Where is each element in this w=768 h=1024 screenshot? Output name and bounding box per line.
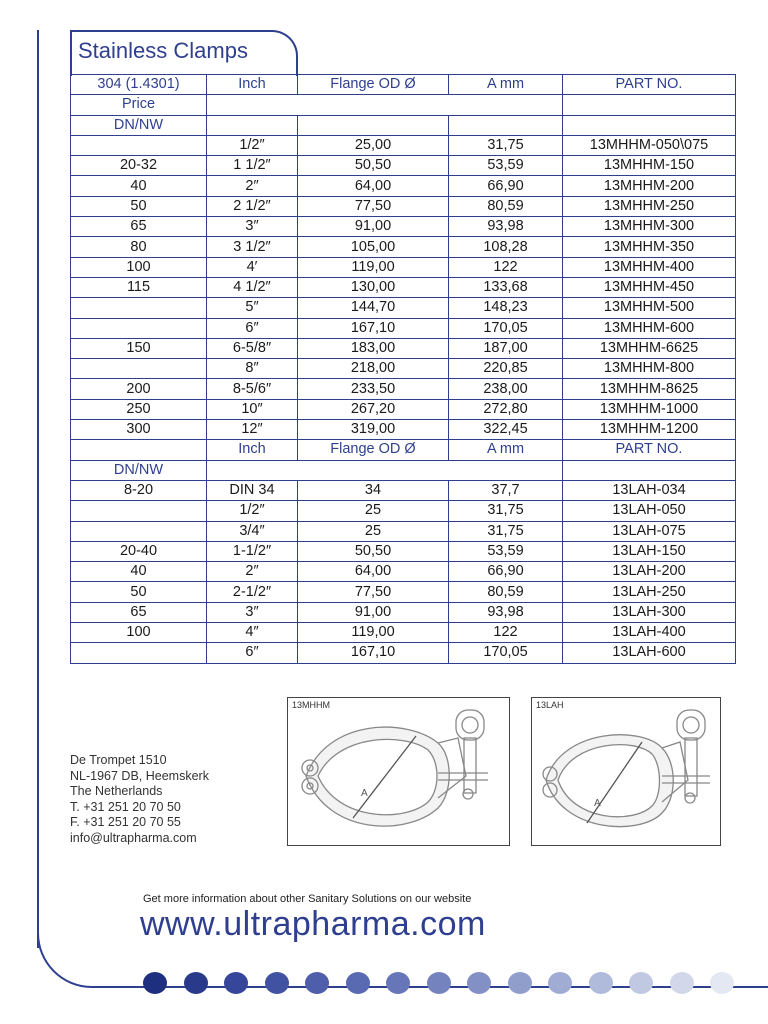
inch-cell: 3″ xyxy=(207,602,298,622)
dn-nw-cell: 100 xyxy=(71,623,207,643)
a-mm-cell: 31,75 xyxy=(449,521,563,541)
part-no-cell: 13MHHM-400 xyxy=(563,257,736,277)
price-row xyxy=(71,95,736,115)
a-mm-cell: 170,05 xyxy=(449,318,563,338)
second-header-row xyxy=(71,440,736,460)
table-row xyxy=(71,156,736,176)
clamps-table xyxy=(70,74,736,664)
inch-cell: 3 1/2″ xyxy=(207,237,298,257)
price-label: Price xyxy=(71,95,207,115)
inch-header: Inch xyxy=(207,440,298,460)
a-mm-cell: 187,00 xyxy=(449,338,563,358)
inch-cell: 6″ xyxy=(207,643,298,663)
address-line: De Trompet 1510 xyxy=(70,753,167,767)
part-no-cell: 13LAH-200 xyxy=(563,562,736,582)
flange-od-cell: 25,00 xyxy=(298,135,449,155)
part-no-cell: 13MHHM-1000 xyxy=(563,399,736,419)
dn-nw-cell: 50 xyxy=(71,582,207,602)
part-no-cell: 13LAH-034 xyxy=(563,480,736,500)
flange-od-cell: 144,70 xyxy=(298,298,449,318)
a-mm-cell: 238,00 xyxy=(449,379,563,399)
part-no-cell: 13MHHM-1200 xyxy=(563,420,736,440)
dot-icon xyxy=(346,972,370,994)
dn-nw-cell: 115 xyxy=(71,277,207,297)
dn-nw-row xyxy=(71,115,736,135)
inch-cell: 4′ xyxy=(207,257,298,277)
a-mm-cell: 53,59 xyxy=(449,541,563,561)
table-row xyxy=(71,399,736,419)
inch-cell: 2″ xyxy=(207,176,298,196)
email-line: info@ultrapharma.com xyxy=(70,830,197,845)
a-mm-header: A mm xyxy=(449,440,563,460)
dn-nw-cell: 20-40 xyxy=(71,541,207,561)
table-row xyxy=(71,217,736,237)
part-no-cell: 13LAH-075 xyxy=(563,521,736,541)
flange-od-cell: 34 xyxy=(298,480,449,500)
a-mm-cell: 272,80 xyxy=(449,399,563,419)
flange-od-cell: 319,00 xyxy=(298,420,449,440)
dn-nw-empty xyxy=(207,460,563,480)
a-mm-cell: 93,98 xyxy=(449,217,563,237)
table-row xyxy=(71,602,736,622)
dot-icon xyxy=(305,972,329,994)
figure-13lah xyxy=(531,697,721,846)
page-title: Stainless Clamps xyxy=(78,38,248,63)
flange-od-cell: 167,10 xyxy=(298,318,449,338)
a-mm-cell: 80,59 xyxy=(449,196,563,216)
table-row xyxy=(71,338,736,358)
figure-13mhhm xyxy=(287,697,510,846)
flange-od-cell: 77,50 xyxy=(298,196,449,216)
dn-nw-cell xyxy=(71,359,207,379)
flange-od-cell: 105,00 xyxy=(298,237,449,257)
dot-icon xyxy=(184,972,208,994)
part-no-cell: 13LAH-250 xyxy=(563,582,736,602)
frame-corner-curve xyxy=(37,918,97,988)
dn-nw-cell: 65 xyxy=(71,602,207,622)
table-row xyxy=(71,420,736,440)
table-row xyxy=(71,277,736,297)
flange-od-cell: 25 xyxy=(298,501,449,521)
inch-cell: 5″ xyxy=(207,298,298,318)
inch-cell: 1/2″ xyxy=(207,501,298,521)
dn-nw-cell: 50 xyxy=(71,196,207,216)
dn-nw-label: DN/NW xyxy=(71,115,207,135)
price-empty xyxy=(207,95,563,115)
inch-cell: 1 1/2″ xyxy=(207,156,298,176)
part-no-cell: 13LAH-300 xyxy=(563,602,736,622)
clamp-drawing-icon xyxy=(288,698,511,847)
a-mm-cell: 133,68 xyxy=(449,277,563,297)
table-row xyxy=(71,237,736,257)
dn-nw-cell xyxy=(71,521,207,541)
flange-od-cell: 50,50 xyxy=(298,541,449,561)
flange-od-cell: 91,00 xyxy=(298,602,449,622)
a-mm-cell: 66,90 xyxy=(449,176,563,196)
dot-icon xyxy=(589,972,613,994)
dn-nw-cell: 80 xyxy=(71,237,207,257)
flange-od-cell: 64,00 xyxy=(298,562,449,582)
part-no-cell: 13MHHM-250 xyxy=(563,196,736,216)
a-mm-cell: 322,45 xyxy=(449,420,563,440)
inch-cell: 4″ xyxy=(207,623,298,643)
flange-od-cell: 77,50 xyxy=(298,582,449,602)
address-block xyxy=(70,753,209,846)
flange-od-cell: 50,50 xyxy=(298,156,449,176)
price-empty-part xyxy=(563,95,736,115)
inch-cell: 2 1/2″ xyxy=(207,196,298,216)
flange-od-cell: 119,00 xyxy=(298,623,449,643)
dimension-letter: A xyxy=(361,788,368,799)
inch-cell: 4 1/2″ xyxy=(207,277,298,297)
dn-nw-cell xyxy=(71,318,207,338)
dn-nw-label: DN/NW xyxy=(71,460,207,480)
dn-nw-cell xyxy=(71,501,207,521)
dn-nw-empty xyxy=(563,460,736,480)
frame-left-line xyxy=(37,30,39,948)
table-row xyxy=(71,643,736,663)
part-no-cell: 13LAH-400 xyxy=(563,623,736,643)
table-row xyxy=(71,582,736,602)
a-mm-cell: 122 xyxy=(449,257,563,277)
inch-cell: 6″ xyxy=(207,318,298,338)
flange-od-cell: 130,00 xyxy=(298,277,449,297)
dn-nw-cell: 40 xyxy=(71,176,207,196)
address-line: The Netherlands xyxy=(70,784,163,798)
dot-icon xyxy=(710,972,734,994)
dot-icon xyxy=(467,972,491,994)
figure-label: 13LAH xyxy=(536,700,564,710)
flange-od-cell: 267,20 xyxy=(298,399,449,419)
inch-cell: 12″ xyxy=(207,420,298,440)
clamp-drawing-icon xyxy=(532,698,722,847)
dot-icon xyxy=(548,972,572,994)
dn-nw-empty xyxy=(563,115,736,135)
inch-header: Inch xyxy=(207,75,298,95)
a-mm-cell: 80,59 xyxy=(449,582,563,602)
table-row xyxy=(71,318,736,338)
fax-line: F. +31 251 20 70 55 xyxy=(70,815,181,829)
address-line: NL-1967 DB, Heemskerk xyxy=(70,768,209,783)
flange-od-cell: 233,50 xyxy=(298,379,449,399)
material-header: 304 (1.4301) xyxy=(71,75,207,95)
website-link[interactable]: www.ultrapharma.com xyxy=(140,905,486,943)
dn-nw-cell: 250 xyxy=(71,399,207,419)
table-row xyxy=(71,196,736,216)
part-no-cell: 13MHHM-8625 xyxy=(563,379,736,399)
a-mm-header: A mm xyxy=(449,75,563,95)
part-no-cell: 13MHHM-150 xyxy=(563,156,736,176)
table-row xyxy=(71,541,736,561)
dot-icon xyxy=(508,972,532,994)
flange-od-header: Flange OD Ø xyxy=(298,440,449,460)
dn-nw-row xyxy=(71,460,736,480)
part-no-cell: 13MHHM-450 xyxy=(563,277,736,297)
a-mm-cell: 122 xyxy=(449,623,563,643)
table-row xyxy=(71,176,736,196)
dot-icon xyxy=(143,972,167,994)
a-mm-cell: 53,59 xyxy=(449,156,563,176)
part-no-cell: 13MHHM-600 xyxy=(563,318,736,338)
phone-line: T. +31 251 20 70 50 xyxy=(70,799,181,814)
inch-cell: 1-1/2″ xyxy=(207,541,298,561)
dimension-letter: A xyxy=(594,798,601,809)
dn-nw-cell: 100 xyxy=(71,257,207,277)
inch-cell: 1/2″ xyxy=(207,135,298,155)
part-no-cell: 13MHHM-500 xyxy=(563,298,736,318)
part-no-cell: 13MHHM-350 xyxy=(563,237,736,257)
inch-cell: 10″ xyxy=(207,399,298,419)
inch-cell: DIN 34 xyxy=(207,480,298,500)
dn-nw-cell: 200 xyxy=(71,379,207,399)
table-row xyxy=(71,521,736,541)
table-row xyxy=(71,298,736,318)
flange-od-cell: 218,00 xyxy=(298,359,449,379)
a-mm-cell: 93,98 xyxy=(449,602,563,622)
inch-cell: 3″ xyxy=(207,217,298,237)
dot-icon xyxy=(386,972,410,994)
title-tab xyxy=(70,30,298,76)
a-mm-cell: 66,90 xyxy=(449,562,563,582)
part-no-cell: 13MHHM-200 xyxy=(563,176,736,196)
dn-nw-cell: 300 xyxy=(71,420,207,440)
table-row xyxy=(71,562,736,582)
part-no-cell: 13MHHM-300 xyxy=(563,217,736,237)
a-mm-cell: 170,05 xyxy=(449,643,563,663)
dn-nw-cell: 40 xyxy=(71,562,207,582)
dn-nw-cell xyxy=(71,643,207,663)
part-no-cell: 13LAH-600 xyxy=(563,643,736,663)
part-no-cell: 13LAH-150 xyxy=(563,541,736,561)
table-row xyxy=(71,379,736,399)
inch-cell: 8″ xyxy=(207,359,298,379)
flange-od-cell: 119,00 xyxy=(298,257,449,277)
dn-nw-cell: 65 xyxy=(71,217,207,237)
inch-cell: 3/4″ xyxy=(207,521,298,541)
dot-icon xyxy=(427,972,451,994)
part-no-cell: 13MHHM-050\075 xyxy=(563,135,736,155)
part-no-header: PART NO. xyxy=(563,75,736,95)
dot-icon xyxy=(629,972,653,994)
flange-od-cell: 64,00 xyxy=(298,176,449,196)
table-row xyxy=(71,480,736,500)
dn-nw-cell xyxy=(71,135,207,155)
dn-nw-cell: 8-20 xyxy=(71,480,207,500)
flange-od-cell: 91,00 xyxy=(298,217,449,237)
part-no-cell: 13MHHM-800 xyxy=(563,359,736,379)
inch-cell: 8-5/6″ xyxy=(207,379,298,399)
a-mm-cell: 108,28 xyxy=(449,237,563,257)
part-no-cell: 13LAH-050 xyxy=(563,501,736,521)
figure-label: 13MHHM xyxy=(292,700,331,710)
a-mm-cell: 220,85 xyxy=(449,359,563,379)
dn-nw-cell xyxy=(71,298,207,318)
table-row xyxy=(71,359,736,379)
table-header-row xyxy=(71,75,736,95)
table-row xyxy=(71,135,736,155)
flange-od-cell: 167,10 xyxy=(298,643,449,663)
a-mm-cell: 148,23 xyxy=(449,298,563,318)
table-row xyxy=(71,623,736,643)
second-header-empty xyxy=(71,440,207,460)
dn-nw-empty xyxy=(449,115,563,135)
table-row xyxy=(71,501,736,521)
dn-nw-empty xyxy=(207,115,298,135)
dot-icon xyxy=(224,972,248,994)
inch-cell: 2-1/2″ xyxy=(207,582,298,602)
part-no-header: PART NO. xyxy=(563,440,736,460)
dn-nw-empty xyxy=(298,115,449,135)
dn-nw-cell: 20-32 xyxy=(71,156,207,176)
inch-cell: 2″ xyxy=(207,562,298,582)
a-mm-cell: 31,75 xyxy=(449,135,563,155)
inch-cell: 6-5/8″ xyxy=(207,338,298,358)
dn-nw-cell: 150 xyxy=(71,338,207,358)
flange-od-cell: 25 xyxy=(298,521,449,541)
part-no-cell: 13MHHM-6625 xyxy=(563,338,736,358)
a-mm-cell: 37,7 xyxy=(449,480,563,500)
dot-icon xyxy=(265,972,289,994)
flange-od-header: Flange OD Ø xyxy=(298,75,449,95)
dot-icon xyxy=(670,972,694,994)
flange-od-cell: 183,00 xyxy=(298,338,449,358)
more-info-text: Get more information about other Sanitary Solutions on our website xyxy=(143,893,472,905)
a-mm-cell: 31,75 xyxy=(449,501,563,521)
table-row xyxy=(71,257,736,277)
